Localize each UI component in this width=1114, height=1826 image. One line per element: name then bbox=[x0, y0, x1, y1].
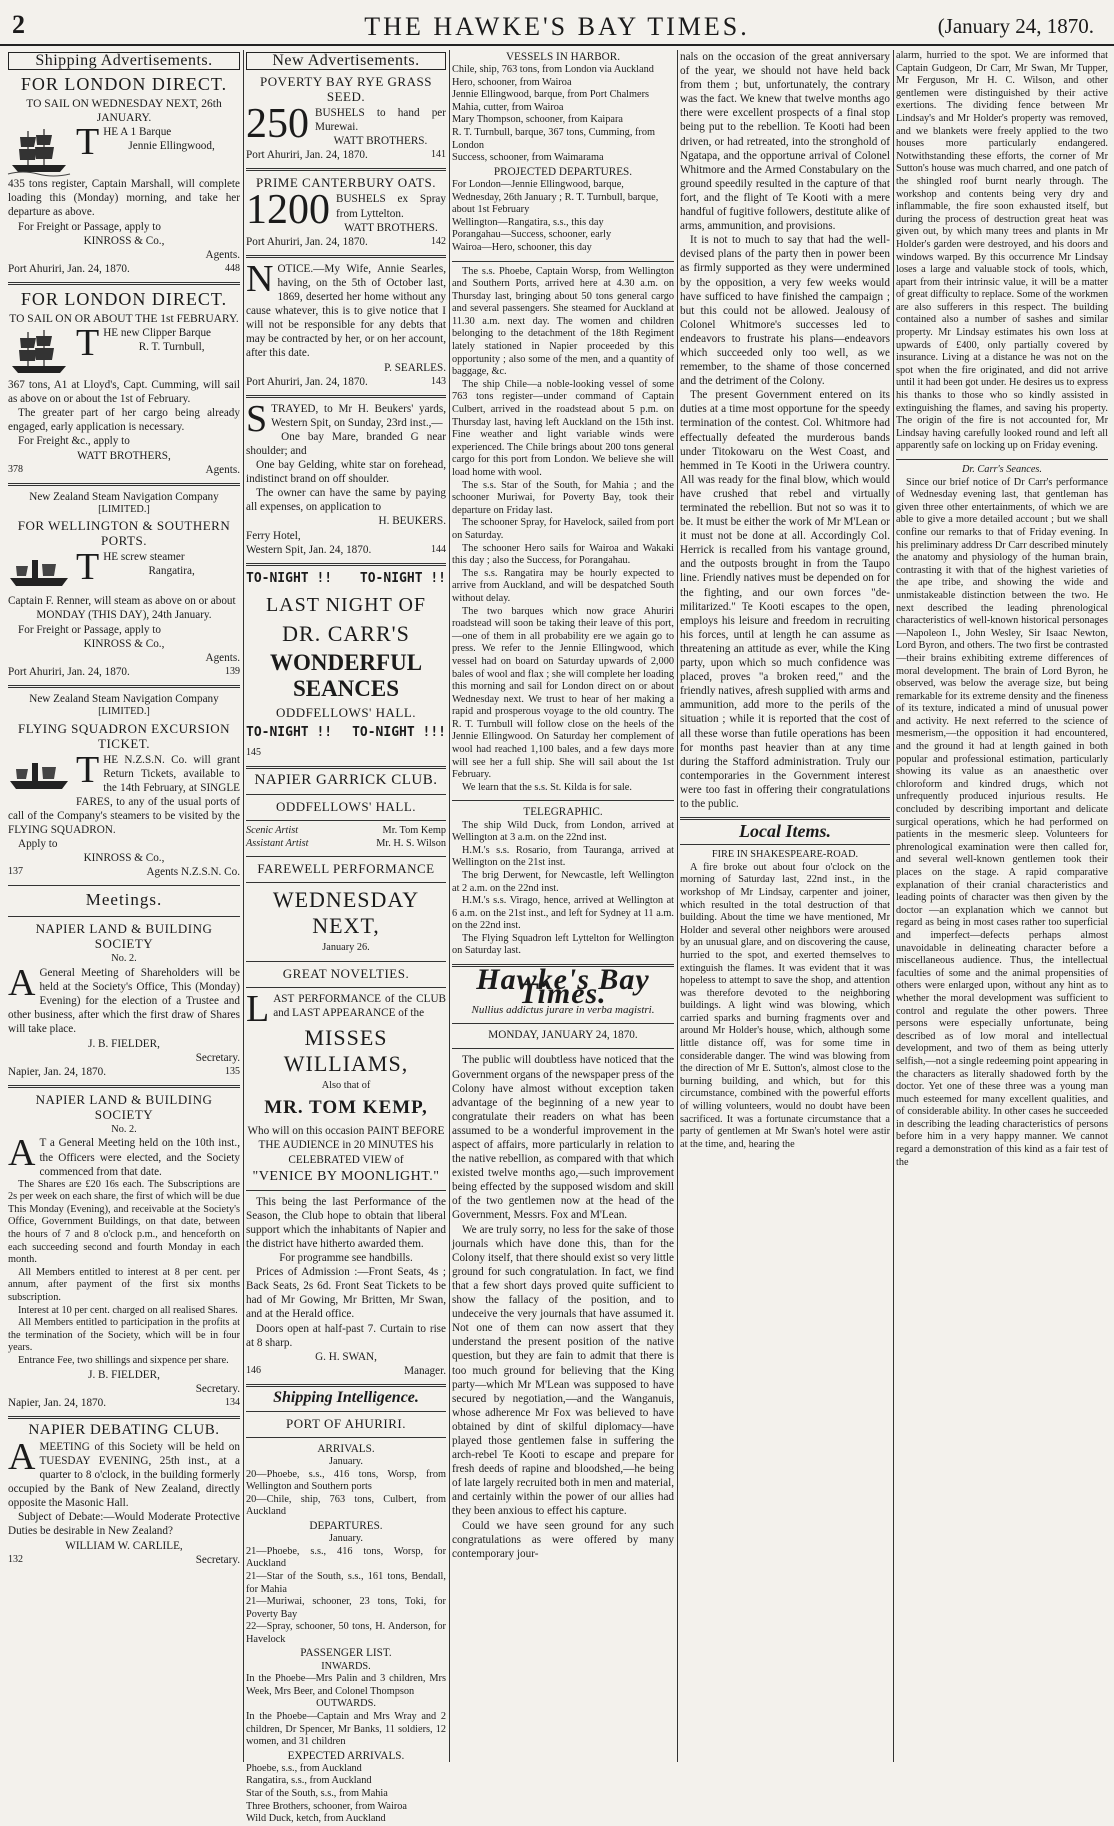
divider bbox=[452, 261, 674, 262]
advert-text: 435 tons register, Captain Marshall, will complete loading this (Monday) morning, and take her departure as above. bbox=[8, 178, 240, 219]
advert-subtitle: TO SAIL ON WEDNESDAY NEXT, 26th JANUARY. bbox=[26, 98, 222, 125]
advert-number: 134 bbox=[225, 1396, 240, 1408]
article-paragraph: alarm, hurried to the spot. We are informed that Captain Gudgeon, Dr Carr, Mr Swan, Mr Tupper, Mr Ferguson, Mr H. C. Wilson, and other gentlemen were distinguished by their active exertions. The dividing fence between Mr Lindsay's and Mr Holder's property was removed, and we blankets were freely applied to the two houses more particularly endangered. Notwithstanding these efforts, the corner of Mr Sutton's house was much charred, and one patch of the shingled roof burnt nearly through. The workshop and contents being very dry and inflammable, the fire soon exhausted itself, but during the process of destruction great heat was given out, by which many trees and plants in Mr Holder's garden were destroyed, and his doors and windows warped. By this occurrence Mr Lindsay loses a large and valuable stock of tools, which, apart from their intrinsic value, it will be a matter of great difficulty to replace. Some of the workmen are also sufferers in this respect. The building contained also a number of sashes and similar property. Mr Lindsay estimates his own loss at upwards of £400, only partially covered by insurance. Living at a distance he was not on the spot when the fire originated, and did not arrive until it had been got under. He desires us to express his thanks to those who so kindly assisted in extinguishing the flames, and saving his property. The origin of the fire is not accounted for, Mr Lindsay having carefully looked round and left all apparently safe on locking up on Friday evening. bbox=[896, 50, 1108, 452]
divider bbox=[246, 563, 446, 566]
editorial-paragraph: The present Government entered on its duties at a time most opportune for the speedy termination of the contest. Col. Whitmore had effectually defeated the murderous bands under Titokowaru on the West Coast, and hemmed in Te Kooti in the Uriwera country. All was ready for the final blow, which would have crushed that rebel and virtually terminated the rebellion. But not so was it to be. It must be either the work of Mr M'Lean or it must not be done at all. Accordingly Col. Herrick is recalled from his vantage ground, and the outposts brought in from the Taupo line. Friendly natives must be depended on for the fighting, and our own forces "de-militarized." Te Kooti escapes to the open, employs his leisure and freedom in recruiting his forces, until at length he can assume as threatening an attitude as ever, while the King party, upon which so much confidence was placed, proves "a broken reed," and the friendly natives, afresh supplied with arms and ammunition, add more to the perils of the situation ; while it is reported that the cost of all these worse than futile operations has been for months past heavier than at any time during the Stafford administration. Truly our contemporaries in the Government interest were too fast in offering their congratulations to the public. bbox=[680, 389, 890, 810]
performer-name: MR. TOM KEMP, bbox=[264, 1097, 428, 1119]
advert-date: Port Ahuriri, Jan. 24, 1870. bbox=[246, 235, 368, 248]
advert-text: HE new Clipper Barque bbox=[103, 327, 212, 340]
editorial-paragraph: Could we have seen ground for any such congratulations as were offered by many contemporary jour- bbox=[452, 1519, 674, 1560]
shipping-entry: In the Phoebe—Mrs Palin and 3 children, Mrs Week, Mrs Beer, and Colonel Thompson bbox=[246, 1673, 446, 1697]
divider bbox=[452, 1023, 674, 1024]
advert-text: BUSHELS to hand per Murewai. bbox=[315, 107, 446, 134]
divider bbox=[680, 844, 890, 845]
signatory: WATT BROTHERS. bbox=[333, 135, 428, 148]
editorial-paragraph: It is not to much to say that had the well-devised plans of the party then in power been as firmly supported as they were undermined by the opposition, a very few weeks would have sufficed to have finished the campaign ; but this could not be allowed. Jealousy of Colonel Whitmore's successes led to endeavors to frustrate his plans—endeavors which succeeded only too well, as we remember, to the shame of those concerned and the detriment of the Colony. bbox=[680, 234, 890, 388]
divider bbox=[8, 1416, 240, 1419]
society-number: No. 2. bbox=[111, 953, 137, 965]
section-header: Local Items. bbox=[739, 821, 831, 842]
drop-cap: S bbox=[246, 397, 268, 440]
shipping-news: We learn that the s.s. St. Kilda is for sale. bbox=[462, 781, 632, 793]
drop-cap: T bbox=[76, 121, 100, 164]
company-name: New Zealand Steam Navigation Company bbox=[29, 692, 219, 705]
advert-number: 142 bbox=[431, 235, 446, 247]
ship-name: Jennie Ellingwood, bbox=[128, 140, 215, 153]
advert-notice-searles bbox=[246, 257, 446, 389]
agent-name: WATT BROTHERS, bbox=[77, 449, 171, 462]
advert-title: PRIME CANTERBURY OATS. bbox=[256, 175, 436, 191]
divider bbox=[246, 856, 446, 857]
sailing-ship-icon bbox=[8, 328, 70, 376]
telegraphic-entry: The ship Wild Duck, from London, arrived at Wellington at 3 a.m. on the 22nd inst. bbox=[452, 819, 674, 844]
shipping-entry: 21—Muriwai, schooner, 23 tons, Toki, for Poverty Bay bbox=[246, 1596, 446, 1620]
advert-text: The owner can have the same by paying all expenses, on application to bbox=[246, 487, 446, 514]
drop-cap: T bbox=[76, 546, 100, 589]
paper-title: THE HAWKE'S BAY TIMES. bbox=[364, 12, 750, 41]
article-headline: Dr. Carr's Seances. bbox=[961, 464, 1042, 475]
divider bbox=[452, 800, 674, 801]
shipping-intelligence bbox=[246, 1388, 446, 1826]
advert-title: FOR WELLINGTON & SOUTHERN PORTS. bbox=[17, 518, 231, 549]
article-paragraph: Since our brief notice of Dr Carr's performance of Wednesday evening last, that gentleman has given three other entertainments, of which we are able to give a more detailed account ; but we shall confine our remarks to that of Friday evening. In his preliminary address Dr Carr described minutely the anatomy and physiology of the human brain, contrasting it with that of the highest varieties of the ape tribe, and showing the wide and unmistakeable distinction between the two. He next described the leading phrenological characteristics of well-known historical personages—Napoleon I., John Wesley, Sir Isaac Newton, Lord Byron, and others. The two first be contrasted—their brains exhibiting extreme differences of moral development. The brain of Lord Byron, he observed, was below the average size, but being remarkable for its extreme density and the fineness of its texture, indicated a mind of unusual power and activity. He next referred to the science of mesmerism,—the opposition it had encountered, and the ground it had at length gained in both popular and professional estimation, particularly showing its value as an anaesthetic over chloroform and kindred drugs, which not unfrequently produced injurious results. He concluded by describing important and delicate surgical operations, which he had performed on patients in the mesmeric sleep. Volunteers for phrenological examination were then called for, and several well-known gentlemen took their places on the stage. A rapid comparative explanation of their cranial characteristics and leading points of character was then given by the doctor —an explanation which we cannot but regard as being in most cases rather too superficial and imperfect—defects perhaps almost unavoidable in delineating character before a miscellaneous audience. Thus, the intellectual faculties of some and the animal propensities of others were enlarged upon, without any hint as to whether the moral development was sufficient to control and regulate the other powers. Three persons were especially unfortunate, being described as of low moral and intellectual development, and two of them as being utterly selfish,—not a single redeeming point appearing in the characters as literally shadowed forth by the doctor. Yet one of these three was a young man much esteemed for many excellent qualities, and of considerable ability. In other cases he succeeded in describing the leading characteristics of persons before him in a very happy manner. We cannot regard a demonstration of this kind as a fair test of the bbox=[896, 476, 1108, 1168]
advert-oats bbox=[246, 175, 446, 248]
advert-dr-carr bbox=[246, 572, 446, 760]
signatory: J. B. FIELDER, bbox=[88, 1037, 160, 1050]
divider bbox=[246, 987, 446, 988]
divider bbox=[246, 766, 446, 769]
advert-date: Western Spit, Jan. 24, 1870. bbox=[246, 543, 372, 556]
ship-name: R. T. Turnbull, bbox=[138, 341, 205, 354]
credit-label: Scenic Artist bbox=[246, 825, 299, 836]
steamer-icon bbox=[8, 755, 70, 795]
advert-date: Port Ahuriri, Jan. 24, 1870. bbox=[8, 665, 130, 678]
telegraphic-entry: The brig Derwent, for Newcastle, left Wellington at 2 a.m. on the 22nd inst. bbox=[452, 869, 674, 894]
subsection-title: TELEGRAPHIC. bbox=[523, 806, 603, 819]
signatory: J. B. FIELDER, bbox=[88, 1368, 160, 1381]
ship-name: Rangatira, bbox=[148, 565, 195, 578]
advert-date: Port Ahuriri, Jan. 24, 1870. bbox=[246, 375, 368, 388]
month-label: January. bbox=[329, 1533, 363, 1545]
divider bbox=[8, 1085, 240, 1088]
signatory-role: Secretary. bbox=[195, 1553, 240, 1566]
divider bbox=[8, 282, 240, 285]
advert-text: General Meeting of Shareholders will be held at the Society's Office, This (Monday) Evening) for the election of a Trustee and other business, after which the first draw of Shares will take place. bbox=[8, 967, 240, 1036]
divider bbox=[246, 820, 446, 821]
advert-text: Prices of Admission :—Front Seats, 4s ; Back Seats, 2s 6d. Front Seat Tickets to be had of Mr Gowing, Mr Britten, Mr Swan, and at the Herald office. bbox=[246, 1266, 446, 1321]
signatory: WATT BROTHERS. bbox=[344, 221, 438, 234]
shipping-entry: Wild Duck, ketch, from Auckland bbox=[246, 1813, 386, 1825]
advert-text: OTICE.—My Wife, Annie Searles, having, on the 5th of October last, 1869, deserted her home without any cause whatever, this is to give notice that I will not be responsible for any debts that may be contracted by her, or on her account, after this date. bbox=[246, 262, 446, 360]
company-limited: [LIMITED.] bbox=[98, 706, 150, 718]
agent-role: Agents. bbox=[205, 651, 240, 664]
advert-text: All Members entitled to interest at 8 per cent. per annum, after payment of the first six months subscription. bbox=[8, 1266, 240, 1304]
divider bbox=[246, 882, 446, 883]
vessel-entry: Chile, ship, 763 tons, from London via Auckland bbox=[452, 64, 654, 76]
advert-text: Entrance Fee, two shillings and sixpence per share. bbox=[18, 1355, 229, 1366]
advert-text: Who will on this occasion PAINT BEFORE THE AUDIENCE in 20 MINUTES his CELEBRATED VIEW of bbox=[247, 1125, 445, 1166]
divider bbox=[8, 685, 240, 688]
advert-text: HE A 1 Barque bbox=[103, 126, 172, 139]
advert-london-direct-1 bbox=[8, 74, 240, 276]
signatory-role: Secretary. bbox=[195, 1382, 240, 1395]
advert-number: 139 bbox=[225, 665, 240, 677]
newspaper-nameplate: Hawke's Bay Times. bbox=[476, 963, 650, 1011]
article-paragraph: A fire broke out about four o'clock on the morning of Saturday last, 22nd inst., in the workshop of Mr Lindsay, carpenter and joiner, which resulted in the total destruction of that building. About the time we have mentioned, Mr Holder and several other neighbors were aroused by an unusual glare, and on discovering the cause, hurried to the spot, and exerted themselves to extinguish the flames. It was evident that it was hopeless to attempt to save the shop, and attention was therefore devoted to the neighboring buildings. A light wind was blowing, which carried sparks and burning fragments over and around Mr Holder's house, which, although some little distance off, was for some time in considerable danger. The wind was blowing from the direction of Mr E. Sutton's, almost close to the burning building, and which, but for this circumstance, combined with the powerful efforts of willing volunteers, would no doubt have been sacrificed. It was a fortunate circumstance that a party of gentlemen at Mr Swan's hotel were astir at the time, and, hearing the bbox=[680, 861, 890, 1150]
advert-date: Napier, Jan. 24, 1870. bbox=[8, 1396, 107, 1409]
divider bbox=[246, 168, 446, 171]
vessel-entry: Mahia, cutter, from Wairoa bbox=[452, 101, 564, 113]
advert-garrick-club bbox=[246, 773, 446, 1378]
port-name: PORT OF AHURIRI. bbox=[285, 1415, 407, 1431]
advert-number: 145 bbox=[246, 746, 261, 758]
subsection-sub: INWARDS. bbox=[321, 1660, 371, 1672]
advert-text: HE N.Z.S.N. Co. will grant Return Tickets, available to the 14th February, at SINGLE FARES, to any of the usual ports of call of the Company's steamers to be visited by the FLYING SQUADRON. bbox=[8, 753, 240, 837]
advert-wellington bbox=[8, 490, 240, 679]
advert-text: For Freight or Passage, apply to bbox=[18, 623, 161, 636]
shipping-entry: Rangatira, s.s., from Auckland bbox=[246, 1775, 372, 1787]
advert-text: MEETING of this Society will be held on TUESDAY EVENING, 25th inst., at a quarter to 8 o'clock, in the building formerly occupied by the Bank of New Zealand, directly opposite the Masonic Hall. bbox=[8, 1440, 240, 1510]
advert-text: For Freight or Passage, apply to bbox=[18, 220, 161, 233]
advert-title: NAPIER GARRICK CLUB. bbox=[254, 772, 438, 788]
drop-cap: A bbox=[8, 962, 36, 1005]
shipping-entry: 20—Chile, ship, 763 tons, Culbert, from Auckland bbox=[246, 1493, 446, 1518]
advert-date: Port Ahuriri, Jan. 24, 1870. bbox=[246, 149, 368, 162]
departure-entry: Wellington—Rangatira, s.s., this day bbox=[452, 216, 604, 228]
advert-text: HE screw steamer bbox=[103, 551, 185, 564]
advert-land-building-2 bbox=[8, 1092, 240, 1410]
shipping-news: The two barques which now grace Ahuriri roadstead will soon be taking their leave of this port,—one of them in all probability ere we again go to press. We refer to the Jennie Ellingwood, which vessel had on board on Saturday upwards of 2,000 bales of wool and flax ; she will complete her loading this morning and sail for London direct on or about Wednesday next. We trust to hear of her making a rapid and prosperous voyage to the old country. The R. T. Turnbull will follow close on the heels of the Jennie Ellingwood. On Saturday her complement of wool had reached 1,100 bales, and a few days more will see her a full ship. She will sail about the 1st February. bbox=[452, 605, 674, 781]
advert-title: NAPIER LAND & BUILDING SOCIETY bbox=[35, 921, 213, 952]
shipping-entry: 21—Star of the South, s.s., 161 tons, Bendall, for Mahia bbox=[246, 1570, 446, 1595]
month-label: January. bbox=[329, 1456, 363, 1468]
shipping-news: The schooner Hero sails for Wairoa and Wakaki this day ; also the Success, for Porangahau. bbox=[452, 542, 674, 567]
agent-name: KINROSS & Co., bbox=[83, 234, 165, 247]
tonight-label: TO-NIGHT !! bbox=[246, 570, 333, 586]
signatory-role: Manager. bbox=[404, 1364, 446, 1377]
divider bbox=[246, 1190, 446, 1191]
column-1 bbox=[8, 50, 240, 1762]
column-divider bbox=[243, 50, 244, 1762]
drop-cap: N bbox=[246, 257, 274, 300]
advert-text: T a General Meeting held on the 10th inst., the Officers were elected, and the Society commenced from that date. bbox=[39, 1137, 240, 1178]
tonight-label: TO-NIGHT !!! bbox=[352, 724, 446, 740]
advert-debating-club bbox=[8, 1423, 240, 1567]
advert-place: Ferry Hotel, bbox=[246, 529, 301, 542]
sailing-date: MONDAY (THIS DAY), 24th January. bbox=[36, 609, 212, 622]
performer-name: MISSES WILLIAMS, bbox=[283, 1024, 409, 1076]
advert-title: NAPIER DEBATING CLUB. bbox=[28, 1421, 220, 1438]
telegraphic-entry: The Flying Squadron left Lyttelton for Wellington on Saturday last. bbox=[452, 932, 674, 957]
advert-headline: LAST NIGHT OF bbox=[265, 593, 427, 616]
advert-text: Also that of bbox=[321, 1079, 371, 1091]
advert-text: For programme see handbills. bbox=[279, 1252, 413, 1265]
subsection-title: PASSENGER LIST. bbox=[300, 1647, 392, 1660]
vessel-entry: Jennie Ellingwood, barque, from Port Chalmers bbox=[452, 89, 650, 101]
section-header: Meetings. bbox=[85, 890, 163, 910]
column-divider bbox=[449, 50, 450, 1762]
divider bbox=[246, 1437, 446, 1438]
divider bbox=[246, 794, 446, 795]
column-divider bbox=[893, 50, 894, 1762]
telegraphic-entry: H.M.'s s.s. Rosario, from Tauranga, arrived at Wellington on the 21st inst. bbox=[452, 844, 674, 869]
divider bbox=[896, 459, 1108, 460]
advert-text: AST PERFORMANCE of the CLUB and LAST APPEARANCE of the bbox=[273, 992, 446, 1019]
advert-title: NAPIER LAND & BUILDING SOCIETY bbox=[35, 1091, 213, 1122]
drop-cap: A bbox=[8, 1435, 36, 1478]
advert-text: Apply to bbox=[18, 838, 58, 851]
signatory: H. BEUKERS. bbox=[378, 515, 446, 528]
editorial-paragraph: We are truly sorry, no less for the sake of those journals which have done this, than for the Colony itself, that there should exist so very little ground for such congratulation. In fact, we find that a few short days proved quite sufficient to show the fallacy of the position, and to undeceive the very journals that have assumed it. Not one of them can now assert that they understand the present position of the native question, but they are fain to admit that there is too much ground for believing that the King party—which Mr M'Lean was supposed to have secured by negotiation,—and the Wanganuis, whose adherence Mr Fox was believed to have obtained by dint of skilful diplomacy—have played those gentlemen false in suffering the arch-rebel Te Kooti to escape and prepare for fresh deeds of rapine and bloodshed,—he being of late largely recruited both in men and material, and certainly within the power of our allies had they been anxious to effect his capture. bbox=[452, 1223, 674, 1518]
advert-date: Napier, Jan. 24, 1870. bbox=[8, 1065, 107, 1078]
steamer-icon bbox=[8, 552, 70, 592]
drop-cap: L bbox=[246, 987, 270, 1030]
section-header: New Advertisements. bbox=[246, 52, 446, 70]
venue-name: ODDFELLOWS' HALL. bbox=[275, 799, 417, 814]
editorial-date: MONDAY, JANUARY 24, 1870. bbox=[488, 1029, 638, 1042]
editorial-paragraph: nals on the occasion of the great anniversary of the year, we should not have held back from them ; but, unfortunately, the contrary was the fact. We knew that twelve months ago there were excellent prospects of a final stop being put to the rebellion. Te Kooti had been driven, or had retreated, into the stronghold of Ngatapa, and the opportune arrival of Colonel Whitmore and the Armed Constabulary on the ground speedily resulted in the capture of that fort, and the flight of Te Kooti with a mere handful of fugitive followers, destitute alike of arms, ammunition, and provisions. bbox=[680, 51, 890, 233]
advert-number: 141 bbox=[431, 149, 446, 161]
advert-flying-squadron bbox=[8, 692, 240, 880]
departure-entry: Wairoa—Hero, schooner, this day bbox=[452, 241, 592, 253]
subsection-sub: OUTWARDS. bbox=[316, 1698, 376, 1710]
advert-text: The greater part of her cargo being already engaged, early application is necessary. bbox=[8, 407, 240, 434]
column-4 bbox=[680, 50, 890, 1762]
shipping-news: The s.s. Star of the South, for Mahia ; and the schooner Muriwai, for Poverty Bay, took their departure on Friday last. bbox=[452, 479, 674, 516]
column-2 bbox=[246, 50, 446, 1825]
advert-land-building-1 bbox=[8, 921, 240, 1078]
shipping-entry: In the Phoebe—Captain and Mrs Wray and 2 children, Dr Spencer, Mr Banks, 11 soldiers, 12 women, and 31 children bbox=[246, 1710, 446, 1748]
vessel-entry: Success, schooner, from Waimarama bbox=[452, 152, 604, 164]
divider bbox=[8, 483, 240, 486]
divider bbox=[8, 916, 240, 917]
drop-cap: T bbox=[76, 748, 100, 791]
society-number: No. 2. bbox=[111, 1123, 137, 1135]
advert-headline: GREAT NOVELTIES. bbox=[282, 965, 410, 981]
vessel-entry: Hero, schooner, from Wairoa bbox=[452, 76, 572, 88]
advert-text: For Freight &c., apply to bbox=[18, 435, 130, 448]
section-header: Shipping Intelligence. bbox=[273, 1388, 419, 1406]
divider bbox=[246, 1384, 446, 1387]
shipping-entry: Three Brothers, schooner, from Wairoa bbox=[246, 1800, 407, 1812]
divider bbox=[8, 885, 240, 886]
advert-number: 135 bbox=[225, 1065, 240, 1077]
advert-number: 137 bbox=[8, 866, 23, 878]
issue-date: (January 24, 1870. bbox=[937, 14, 1094, 38]
credit-name: Mr. Tom Kemp bbox=[382, 825, 446, 836]
departure-entry: For London—Jennie Ellingwood, barque, Wednesday, 26th January ; R. T. Turnbull, barque, about 1st February bbox=[452, 178, 659, 216]
divider bbox=[246, 255, 446, 258]
advert-text: TRAYED, to Mr H. Beukers' yards, Western Spit, on Sunday, 23rd inst.,— bbox=[271, 402, 446, 429]
shipping-entry: 21—Phoebe, s.s., 416 tons, Worsp, for Auckland bbox=[246, 1545, 446, 1570]
credit-name: Mr. H. S. Wilson bbox=[376, 837, 446, 849]
shipping-entry: 20—Phoebe, s.s., 416 tons, Worsp, from Wellington and Southern ports bbox=[246, 1468, 446, 1493]
big-number: 250 bbox=[246, 101, 309, 148]
agent-name: KINROSS & Co., bbox=[83, 852, 165, 865]
credit-label: Assistant Artist bbox=[246, 837, 309, 849]
advert-text: One bay Mare, branded G near shoulder; and bbox=[246, 430, 446, 457]
sailing-ship-icon bbox=[8, 127, 70, 175]
agent-role: Agents. bbox=[205, 248, 240, 261]
performer-name: DR. CARR'S bbox=[282, 620, 410, 646]
advert-text: One bay Gelding, white star on forehead, indistinct brand on off shoulder. bbox=[246, 459, 446, 486]
advert-headline: WONDERFUL SEANCES bbox=[269, 649, 423, 701]
drop-cap: A bbox=[8, 1132, 36, 1175]
advert-london-direct-2 bbox=[8, 289, 240, 477]
tonight-label: TO-NIGHT !! bbox=[359, 570, 446, 586]
advert-date: Port Ahuriri, Jan. 24, 1870. bbox=[8, 262, 130, 275]
advert-number: 448 bbox=[225, 262, 240, 274]
advert-text: Captain F. Renner, will steam as above on or about bbox=[8, 595, 236, 608]
subsection-title: VESSELS IN HARBOR. bbox=[505, 51, 621, 63]
section-header: Shipping Advertisements. bbox=[8, 52, 240, 70]
company-name: New Zealand Steam Navigation Company bbox=[29, 490, 219, 503]
shipping-entry: 22—Spray, schooner, 50 tons, H. Anderson, for Havelock bbox=[246, 1621, 446, 1645]
column-5 bbox=[896, 50, 1108, 1762]
signatory-role: Secretary. bbox=[195, 1051, 240, 1064]
subsection-title: ARRIVALS. bbox=[317, 1442, 375, 1455]
advert-text: BUSHELS ex Spray from Lyttelton. bbox=[336, 193, 446, 220]
subsection-title: PROJECTED DEPARTURES. bbox=[493, 165, 633, 178]
newspaper-motto: Nullius addictus jurare in verba magistri. bbox=[471, 1004, 655, 1017]
big-number: 1200 bbox=[246, 187, 330, 234]
shipping-entry: Star of the South, s.s., from Mahia bbox=[246, 1788, 388, 1799]
divider bbox=[246, 1411, 446, 1412]
advert-number: 146 bbox=[246, 1364, 261, 1376]
drop-cap: T bbox=[76, 322, 100, 365]
signatory: WILLIAM W. CARLILE, bbox=[65, 1539, 183, 1552]
column-3 bbox=[452, 50, 674, 1762]
subsection-title: DEPARTURES. bbox=[309, 1520, 383, 1533]
advert-title: FLYING SQUADRON EXCURSION TICKET. bbox=[18, 720, 230, 751]
vessel-entry: R. T. Turnbull, barque, 367 tons, Cumming, from London bbox=[452, 127, 655, 151]
agent-name: KINROSS & Co., bbox=[83, 637, 165, 650]
advert-number: 143 bbox=[431, 375, 446, 387]
advert-text: 367 tons, A1 at Lloyd's, Capt. Cumming, will sail as above on or about the 1st of February. bbox=[8, 379, 240, 406]
vessel-entry: Mary Thompson, schooner, from Kaipara bbox=[452, 114, 623, 126]
company-limited: [LIMITED.] bbox=[98, 503, 150, 515]
tonight-label: TO-NIGHT !! bbox=[246, 724, 333, 740]
advert-text: Subject of Debate:—Would Moderate Protective Duties be desirable in New Zealand? bbox=[8, 1511, 240, 1538]
signatory: G. H. SWAN, bbox=[315, 1350, 377, 1363]
shipping-news: The ship Chile—a noble-looking vessel of some 763 tons register—under command of Captain Culbert, arrived in the roadstead about 5 p.m. on Thursday last, having left Auckland on the 15th inst. Fine weather and light variable winds were experienced. The Chile brings about 200 tons general cargo for this port from London. We believe she will load home with wool. bbox=[452, 378, 674, 478]
advert-rye-grass bbox=[246, 74, 446, 162]
advert-text: All Members entitled to participation in the profits at the termination of the Society, which will be in four years. bbox=[8, 1317, 240, 1354]
advert-headline: FAREWELL PERFORMANCE bbox=[257, 861, 435, 877]
column-divider bbox=[677, 50, 678, 1762]
agent-role: Agents. bbox=[205, 463, 240, 476]
advert-title: POVERTY BAY RYE GRASS SEED. bbox=[260, 74, 432, 105]
advert-number: 144 bbox=[431, 543, 446, 555]
page-number: 2 bbox=[12, 10, 25, 39]
performance-date-sub: January 26. bbox=[322, 942, 370, 954]
painting-title: "VENICE BY MOONLIGHT." bbox=[252, 1168, 440, 1184]
shipping-news: The schooner Spray, for Havelock, sailed from port on Saturday. bbox=[452, 517, 674, 541]
divider bbox=[452, 1048, 674, 1049]
article-headline: FIRE IN SHAKESPEARE-ROAD. bbox=[711, 849, 859, 861]
masthead bbox=[0, 0, 1114, 46]
advert-title: FOR LONDON DIRECT. bbox=[20, 74, 228, 95]
advert-text: This being the last Performance of the Season, the Club hope to obtain that liberal support which the inhabitants of Napier and the district have hitherto awarded them. bbox=[246, 1195, 446, 1250]
shipping-news: The s.s. Rangatira may be hourly expected to arrive from Auckland, and will be despatched South without delay. bbox=[452, 567, 674, 604]
advert-number: 132 bbox=[8, 1553, 23, 1565]
advert-subtitle: TO SAIL ON OR ABOUT THE 1st FEBRUARY. bbox=[9, 312, 239, 325]
subsection-title: EXPECTED ARRIVALS. bbox=[287, 1749, 405, 1762]
advert-text: Interest at 10 per cent. charged on all realised Shares. bbox=[18, 1304, 238, 1316]
telegraphic-entry: H.M.'s s.s. Virago, hence, arrived at Wellington at 6 a.m. on the 21st inst., and left for Sydney at 11 a.m. on the 22nd inst. bbox=[452, 895, 674, 932]
advert-text: The Shares are £20 16s each. The Subscriptions are 2s per week on each share, the first of which will be due This Monday (Evening), and receivable at the Society's Office, Government Buildings, on that date, between the hours of 7 and 8 o'clock p.m., and henceforth on each succeeding second and fourth Monday in each month. bbox=[8, 1178, 240, 1266]
divider bbox=[680, 817, 890, 820]
divider bbox=[246, 395, 446, 398]
venue-name: ODDFELLOWS' HALL. bbox=[275, 704, 417, 720]
signatory: P. SEARLES. bbox=[384, 361, 446, 374]
divider bbox=[246, 961, 446, 962]
advert-number: 378 bbox=[8, 463, 23, 475]
advert-strayed bbox=[246, 397, 446, 557]
advert-text: Doors open at half-past 7. Curtain to rise at 8 sharp. bbox=[246, 1322, 446, 1349]
editorial-paragraph: The public will doubtless have noticed that the Government organs of the newspaper press of the Colony have almost without exception taken advantage of the beginning of a new year to congratulate their readers on what has been assumed to be a wonderful improvement in the aspect of affairs, more particularly in relation to the native rebellion, as compared with that which existed twelve months ago,—such improvement being effected by the supposed wisdom and skill of the two gentlemen now at the head of the Government, Messrs. Fox and M'Lean. bbox=[452, 1054, 674, 1222]
advert-title: FOR LONDON DIRECT. bbox=[20, 288, 228, 309]
shipping-entry: Phoebe, s.s., from Auckland bbox=[246, 1762, 362, 1774]
shipping-news: The s.s. Phoebe, Captain Worsp, from Wellington and Southern Ports, arrived here at 4.30 a.m. on Thursday last, bringing about 50 tons general cargo and several passengers. She steamed for Auckland at 11.30 a.m. next day. The women and children belonging to the detachment of the 18th Regiment lately stationed in Napier proceeded by this opportunity ; also some of the men, and a quantity of baggage, &c. bbox=[452, 265, 674, 378]
performance-date: WEDNESDAY NEXT, bbox=[272, 887, 420, 939]
departure-entry: Porangahau—Success, schooner, early bbox=[452, 229, 612, 241]
agent-role: Agents N.Z.S.N. Co. bbox=[146, 866, 240, 879]
